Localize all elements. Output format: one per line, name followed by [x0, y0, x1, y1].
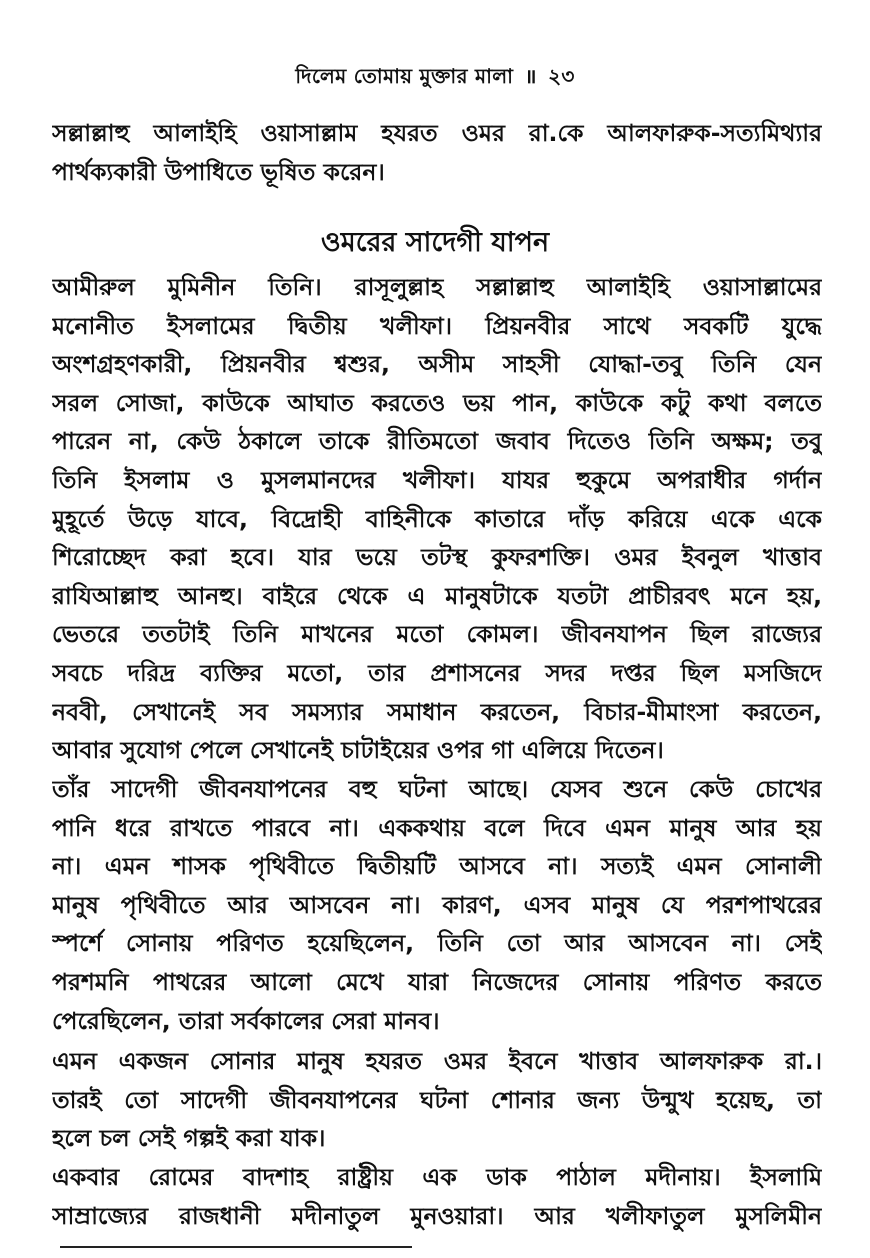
text-line: সাম্রাজ্যের রাজধানী মদীনাতুল মুনওয়ারা। আর খলীফাতুল মুসলিমীন	[52, 1201, 822, 1230]
text-line: তারই তো সাদেগী জীবনযাপনের ঘটনা শোনার জন্য উন্মুখ হয়েছ, তা	[52, 1085, 822, 1114]
text-line: আবার সুযোগ পেলে সেখানেই চাটাইয়ের ওপর গা এলিয়ে দিতেন।	[52, 736, 664, 765]
running-header	[0, 62, 870, 95]
text-line: সল্লাল্লাহু আলাইহি ওয়াসাল্লাম হযরত ওমর রা.কে আলফারুক-সত্যমিথ্যার	[52, 119, 822, 147]
text-line: পরশমনি পাথরের আলো মেখে যারা নিজেদের সোনায় পরিণত করতে	[52, 967, 822, 996]
text-line: পারেন না, কেউ ঠকালে তাকে রীতিমতো জবাব দিতেও তিনি অক্ষম; তবু	[52, 427, 822, 456]
intro-paragraph	[52, 114, 822, 191]
paragraph-1	[52, 268, 822, 770]
text-line: আমীরুল মুমিনীন তিনি। রাসূলুল্লাহ সল্লাল্লাহু আলাইহি ওয়াসাল্লামের	[52, 273, 822, 301]
text-line: অংশগ্রহণকারী, প্রিয়নবীর শ্বশুর, অসীম সাহসী যোদ্ধা-তবু তিনি যেন	[52, 350, 822, 379]
text-line: সরল সোজা, কাউকে আঘাত করতেও ভয় পান, কাউকে কটু কথা বলতে	[52, 388, 822, 417]
text-line: পেরেছিলেন, তারা সর্বকালের সেরা মানব।	[52, 1006, 440, 1035]
paragraph-4	[52, 1158, 822, 1235]
footnote-divider	[60, 1246, 412, 1248]
page-number: ২৩	[548, 64, 575, 88]
text-line: স্পর্শে সোনায় পরিণত হয়েছিলেন, তিনি তো আর আসবেন না। সেই	[52, 929, 822, 958]
text-line: পার্থক্যকারী উপাধিতে ভূষিত করেন।	[52, 157, 385, 186]
text-line: তিনি ইসলাম ও মুসলমানদের খলীফা। যাযর হুকুমে অপরাধীর গর্দান	[52, 465, 822, 494]
text-line: সবচে দরিদ্র ব্যক্তির মতো, তার প্রশাসনের সদর দপ্তর ছিল মসজিদে	[52, 658, 822, 687]
text-line: শিরোচ্ছেদ করা হবে। যার ভয়ে তটস্থ কুফরশক্তি। ওমর ইবনুল খাত্তাব	[52, 543, 822, 572]
text-line: তাঁর সাদেগী জীবনযাপনের বহু ঘটনা আছে। যেসব শুনে কেউ চোখের	[52, 775, 822, 803]
text-line: মুহূর্তে উড়ে যাবে, বিদ্রোহী বাহিনীকে কাতারে দাঁড় করিয়ে একে একে	[52, 504, 822, 533]
header-separator: ॥	[524, 64, 537, 88]
text-line: পানি ধরে রাখতে পারবে না। এককথায় বলে দিবে এমন মানুষ আর হয়	[52, 813, 822, 842]
text-line: মানুষ পৃথিবীতে আর আসবেন না। কারণ, এসব মানুষ যে পরশপাথরের	[52, 890, 822, 919]
book-title: দিলেম তোমায় মুক্তার মালা	[295, 64, 514, 88]
text-line: হলে চল সেই গল্পই করা যাক।	[52, 1124, 326, 1153]
text-line: মনোনীত ইসলামের দ্বিতীয় খলীফা। প্রিয়নবীর সাথে সবকটি যুদ্ধে	[52, 311, 822, 340]
paragraph-3	[52, 1042, 822, 1158]
text-line: এমন একজন সোনার মানুষ হযরত ওমর ইবনে খাত্তাব আলফারুক রা.।	[52, 1047, 822, 1075]
text-line: নববী, সেখানেই সব সমস্যার সমাধান করতেন, বিচার-মীমাংসা করতেন,	[52, 697, 822, 726]
text-line: না। এমন শাসক পৃথিবীতে দ্বিতীয়টি আসবে না। সত্যই এমন সোনালী	[52, 852, 822, 881]
section-heading: ওমরের সাদেগী যাপন	[320, 227, 550, 258]
text-line: একবার রোমের বাদশাহ রাষ্ট্রীয় এক ডাক পাঠাল মদীনায়। ইসলামি	[52, 1163, 822, 1191]
paragraph-2	[52, 770, 822, 1040]
text-line: ভেতরে ততটাই তিনি মাখনের মতো কোমল। জীবনযাপন ছিল রাজ্যের	[52, 620, 822, 649]
text-line: রাযিআল্লাহু আনহু। বাইরে থেকে এ মানুষটাকে যতটা প্রাচীরবৎ মনে হয়,	[52, 581, 822, 610]
